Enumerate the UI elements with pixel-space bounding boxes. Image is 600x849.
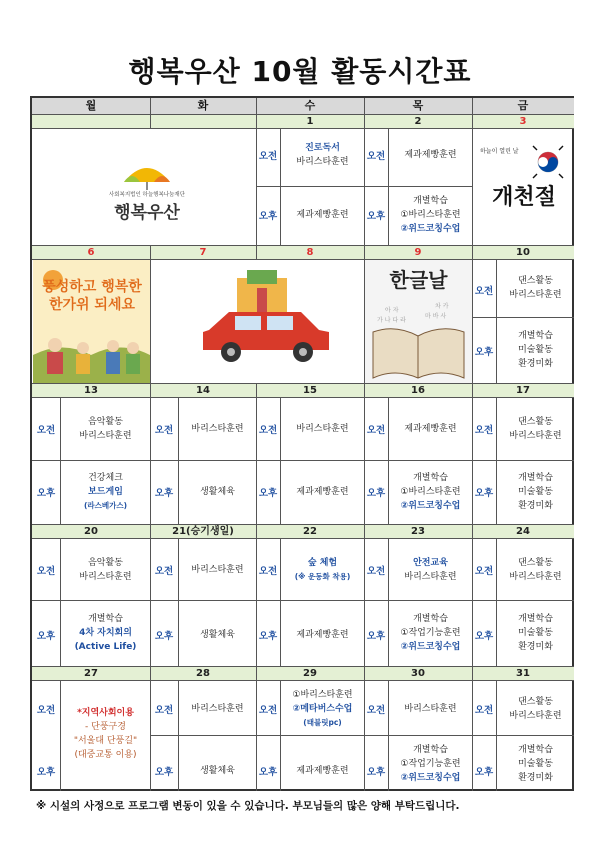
activity-cell: 숲 체험 (※ 운동화 착용) xyxy=(294,558,351,581)
gaecheonjeol-text: 개천절 xyxy=(492,184,556,210)
am-label: 오전 xyxy=(258,705,278,716)
activity-cell: 개별학습 미술활동 환경미화 xyxy=(518,745,553,783)
date-cell: 9 xyxy=(414,247,422,258)
gaecheonjeol-image xyxy=(478,134,570,238)
am-label: 오전 xyxy=(36,425,56,436)
pm-label: 오후 xyxy=(474,631,494,642)
pm-label: 오후 xyxy=(154,488,174,499)
pm-label: 오후 xyxy=(366,767,386,778)
date-cell: 2 xyxy=(414,116,422,127)
pm-label: 오후 xyxy=(154,767,174,778)
footer-notice: ※ 시설의 사정으로 프로그램 변동이 있을 수 있습니다. 부모님들의 많은 양해 부탁드립니다. xyxy=(36,800,460,812)
date-cell: 1 xyxy=(306,116,314,127)
date-cell: 6 xyxy=(87,247,95,258)
date-cell: 17 xyxy=(516,385,530,396)
pm-label: 오후 xyxy=(258,488,278,499)
activity-cell: 생활체육 xyxy=(200,630,235,640)
chuseok-image xyxy=(33,260,150,383)
activity-cell: 바리스타훈련 xyxy=(191,704,244,714)
activity-cell: 제과제빵훈련 xyxy=(296,630,349,640)
date-cell: 13 xyxy=(84,385,98,396)
activity-cell: 생활체육 xyxy=(200,766,235,776)
date-cell: 23 xyxy=(411,526,425,537)
activity-cell: 개별학습 4차 자치회의 (Active Life) xyxy=(74,614,137,652)
svg-text:가 나 다 라: 가 나 다 라 xyxy=(377,317,406,324)
am-label: 오전 xyxy=(154,705,174,716)
date-cell: 20 xyxy=(84,526,98,537)
am-label: 오전 xyxy=(366,425,386,436)
header-wed: 수 xyxy=(256,98,364,114)
page-title: 행복우산 10월 활동시간표 xyxy=(128,55,472,88)
am-label: 오전 xyxy=(474,286,494,297)
activity-cell: 제과제빵훈련 xyxy=(404,150,457,160)
activity-cell: 개별학습 ①바리스타훈련 ②위드코칭수업 xyxy=(400,473,461,511)
header-thu: 목 xyxy=(364,98,472,114)
am-label: 오전 xyxy=(36,705,56,716)
date-cell: 30 xyxy=(411,668,425,679)
pm-label: 오후 xyxy=(366,488,386,499)
date-cell: 31 xyxy=(516,668,530,679)
header-mon: 월 xyxy=(32,98,150,114)
pm-label: 오후 xyxy=(154,631,174,642)
activity-cell: 건강체크 보드게임 (라스베가스) xyxy=(83,473,128,510)
activity-cell: 개별학습 ①작업기능훈련 ②위드코칭수업 xyxy=(400,614,461,652)
activity-cell: 개별학습 ①작업기능훈련 ②위드코칭수업 xyxy=(400,745,461,783)
activity-cell: 댄스활동 바리스타훈련 xyxy=(509,697,562,721)
activity-cell: 생활체육 xyxy=(200,487,235,497)
activity-cell: 바리스타훈련 xyxy=(296,424,349,434)
date-cell: 21(승기생일) xyxy=(172,526,234,537)
activity-cell: 바리스타훈련 xyxy=(191,424,244,434)
chuseok-text: 풍성하고 행복한 한가위 되세요 xyxy=(42,279,142,313)
hangul-day-text: 한글날 xyxy=(389,268,448,292)
pm-label: 오후 xyxy=(474,347,494,358)
am-label: 오전 xyxy=(366,566,386,577)
activity-cell: 제과제빵훈련 xyxy=(296,487,349,497)
date-cell: 3 xyxy=(519,116,527,127)
activity-cell: 제과제빵훈련 xyxy=(296,210,349,220)
date-cell: 28 xyxy=(196,668,210,679)
activity-cell: 댄스활동 바리스타훈련 xyxy=(509,417,562,441)
pm-label: 오후 xyxy=(36,631,56,642)
logo-text: 행복우산 xyxy=(114,203,180,223)
am-label: 오전 xyxy=(366,705,386,716)
gaecheonjeol-subtitle: 하늘이 열린 날 xyxy=(480,148,519,155)
pm-label: 오후 xyxy=(366,211,386,222)
pm-label: 오후 xyxy=(366,631,386,642)
activity-cell: 개별학습 미술활동 환경미화 xyxy=(518,473,553,511)
am-label: 오전 xyxy=(474,566,494,577)
activity-cell: 음악활동 바리스타훈련 xyxy=(79,558,132,582)
schedule-table xyxy=(30,96,574,791)
am-label: 오전 xyxy=(258,425,278,436)
header-fri: 금 xyxy=(472,98,574,114)
activity-cell: 바리스타훈련 xyxy=(404,704,457,714)
svg-text:마 바 사: 마 바 사 xyxy=(425,313,447,320)
date-cell: 29 xyxy=(303,668,317,679)
date-cell: 27 xyxy=(84,668,98,679)
date-cell: 7 xyxy=(199,247,207,258)
activity-cell: 개별학습 미술활동 환경미화 xyxy=(518,614,553,652)
am-label: 오전 xyxy=(474,705,494,716)
activity-cell: 제과제빵훈련 xyxy=(404,424,457,434)
am-label: 오전 xyxy=(258,151,278,162)
am-label: 오전 xyxy=(366,151,386,162)
am-label: 오전 xyxy=(474,425,494,436)
am-label: 오전 xyxy=(36,566,56,577)
activity-cell: 안전교육 바리스타훈련 xyxy=(404,558,457,582)
date-cell: 22 xyxy=(303,526,317,537)
pm-label: 오후 xyxy=(258,211,278,222)
pm-label: 오후 xyxy=(36,767,56,778)
activity-cell: 댄스활동 바리스타훈련 xyxy=(509,558,562,582)
activity-cell: 개별학습 미술활동 환경미화 xyxy=(518,331,553,369)
activity-cell: 바리스타훈련 xyxy=(191,565,244,575)
am-label: 오전 xyxy=(154,425,174,436)
date-cell: 16 xyxy=(411,385,425,396)
activity-cell: 개별학습 ①바리스타훈련 ②위드코칭수업 xyxy=(400,196,461,234)
date-cell: 10 xyxy=(516,247,530,258)
pm-label: 오후 xyxy=(36,488,56,499)
date-cell: 15 xyxy=(303,385,317,396)
am-label: 오전 xyxy=(258,566,278,577)
svg-text:아 자: 아 자 xyxy=(385,307,399,314)
pm-label: 오후 xyxy=(258,631,278,642)
pm-label: 오후 xyxy=(258,767,278,778)
activity-cell: 음악활동 바리스타훈련 xyxy=(79,417,132,441)
activity-cell: 댄스활동 바리스타훈련 xyxy=(509,276,562,300)
svg-text:차 카: 차 카 xyxy=(435,303,449,310)
hangul-day-image xyxy=(365,260,472,383)
header-tue: 화 xyxy=(150,98,256,114)
activity-cell: 진로독서 바리스타훈련 xyxy=(296,143,349,167)
holiday-car-image xyxy=(151,260,363,383)
activity-cell: *지역사회이용 - 단풍구경 "서울대 단풍길" (대중교통 이용) xyxy=(73,708,138,760)
date-cell: 24 xyxy=(516,526,530,537)
pm-label: 오후 xyxy=(474,767,494,778)
pm-label: 오후 xyxy=(474,488,494,499)
date-cell: 14 xyxy=(196,385,210,396)
activity-cell: 제과제빵훈련 xyxy=(296,766,349,776)
happy-umbrella-logo xyxy=(72,156,222,226)
date-cell: 8 xyxy=(306,247,314,258)
logo-caption: 사회복지법인 하늘행복나눔재단 xyxy=(108,192,186,198)
am-label: 오전 xyxy=(154,566,174,577)
activity-cell: ①바리스타훈련 ②메타버스수업 (태블릿pc) xyxy=(292,690,353,727)
